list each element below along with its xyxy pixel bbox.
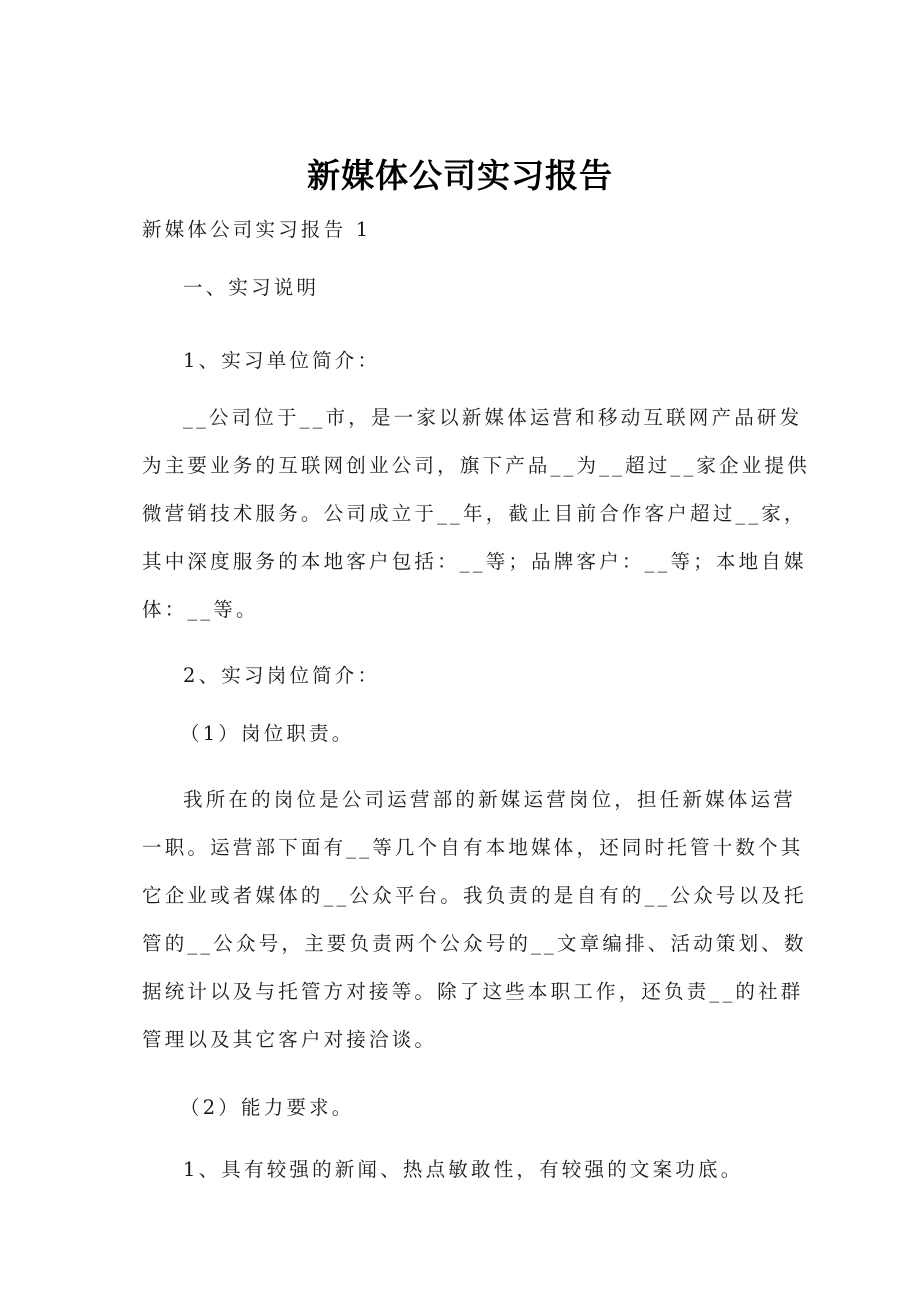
paragraph-line: 我所在的岗位是公司运营部的新媒运营岗位，担任新媒体运营 [183, 788, 796, 811]
subsection-heading-company-intro: 1、实习单位简介： [183, 349, 381, 372]
report-subtitle: 新媒体公司实习报告 1 [142, 218, 372, 241]
subsection-heading-position-intro: 2、实习岗位简介： [183, 664, 381, 687]
document-title: 新媒体公司实习报告 [307, 156, 613, 195]
section-heading-internship-description: 一、实习说明 [183, 276, 320, 299]
paragraph-line: 管理以及其它客户对接洽谈。 [142, 1028, 438, 1051]
paragraph-line: __公司位于__市，是一家以新媒体运营和移动互联网产品研发 [183, 406, 803, 429]
paragraph-line: 体：__等。 [142, 598, 259, 621]
paragraph-line: 其中深度服务的本地客户包括：__等；品牌客户：__等；本地自媒 [142, 550, 807, 573]
paragraph-line: 一职。运营部下面有__等几个自有本地媒体，还同时托管十数个其 [142, 836, 804, 859]
requirement-item: 1、具有较强的新闻、热点敏敢性，有较强的文案功底。 [183, 1158, 744, 1181]
item-heading-duties: （1）岗位职责。 [180, 722, 355, 745]
paragraph-line: 为主要业务的互联网创业公司，旗下产品__为__超过__家企业提供 [142, 454, 810, 477]
item-heading-ability-requirements: （2）能力要求。 [180, 1096, 355, 1119]
paragraph-line: 微营销技术服务。公司成立于__年，截止目前合作客户超过__家， [142, 502, 807, 525]
paragraph-line: 它企业或者媒体的__公众平台。我负责的是自有的__公众号以及托 [142, 884, 807, 907]
paragraph-line: 据统计以及与托管方对接等。除了这些本职工作，还负责__的社群 [142, 980, 804, 1003]
paragraph-line: 管的__公众号，主要负责两个公众号的__文章编排、活动策划、数 [142, 932, 807, 955]
